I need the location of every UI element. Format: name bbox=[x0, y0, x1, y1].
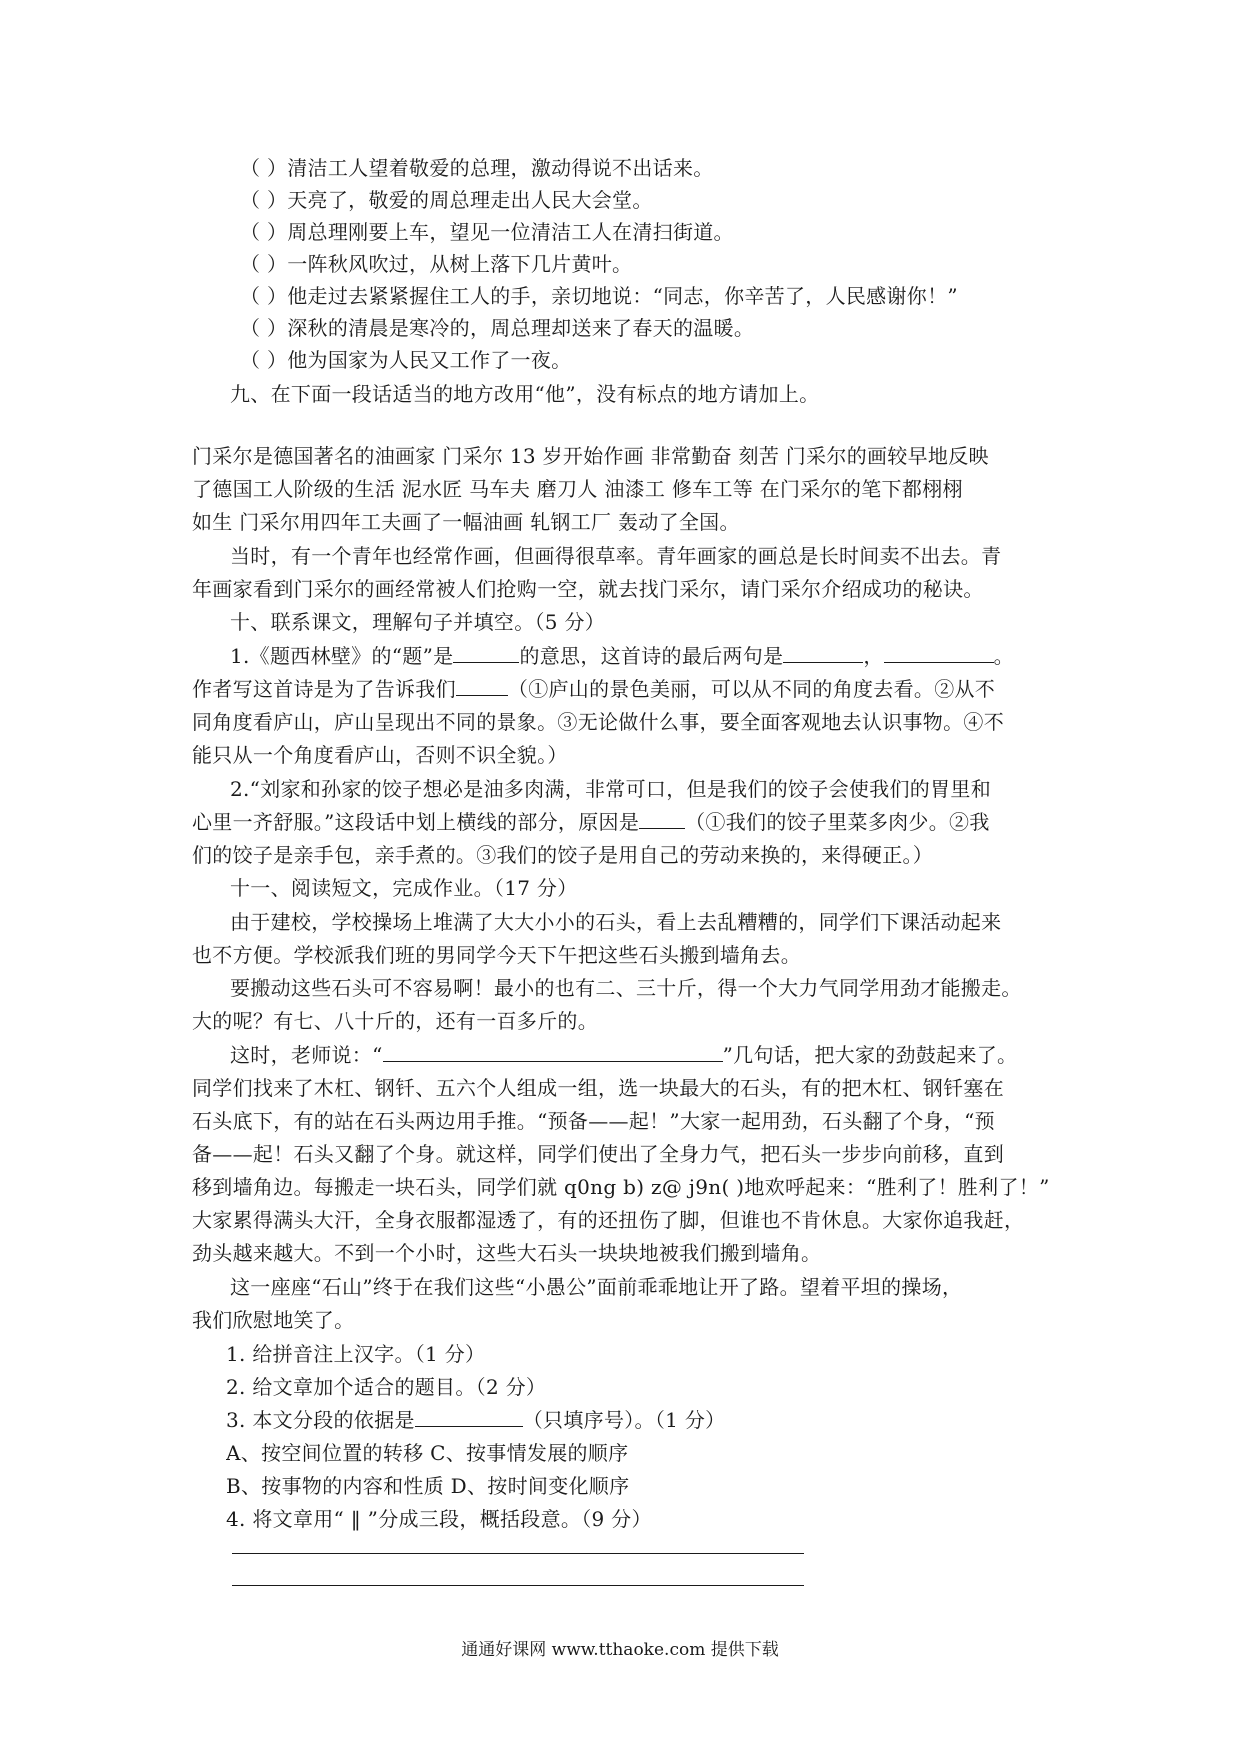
q10-item-1-line: 同角度看庐山，庐山呈现出不同的景象。③无论做什么事，要全面客观地去认识事物。④不 bbox=[192, 710, 1004, 734]
answer-blank[interactable] bbox=[783, 642, 863, 663]
answer-blank[interactable] bbox=[453, 642, 519, 663]
q9-paragraph-line: 如生 门采尔用四年工夫画了一幅油画 轧钢工厂 轰动了全国。 bbox=[192, 510, 740, 534]
reading-line: 要搬动这些石头可不容易啊！最小的也有二、三十斤，得一个大力气同学用劲才能搬走。 bbox=[230, 976, 1022, 1000]
order-item: （ ）他走过去紧紧握住工人的手，亲切地说：“同志，你辛苦了，人民感谢你！” bbox=[240, 284, 958, 308]
reading-line: 也不方便。学校派我们班的男同学今天下午把这些石头搬到墙角去。 bbox=[192, 943, 801, 967]
q9-paragraph-line: 年画家看到门采尔的画经常被人们抢购一空，就去找门采尔，请门采尔介绍成功的秘诀。 bbox=[192, 577, 984, 601]
q10-item-1-line: 能只从一个角度看庐山，否则不识全貌。） bbox=[192, 743, 568, 767]
task-4: 4. 将文章用“ ‖ ”分成三段，概括段意。（9 分） bbox=[226, 1507, 652, 1531]
reading-line: 大的呢？有七、八十斤的，还有一百多斤的。 bbox=[192, 1009, 598, 1033]
answer-line[interactable] bbox=[232, 1553, 804, 1554]
task-3 bbox=[226, 1404, 1067, 1436]
question-10-title: 十、联系课文，理解句子并填空。（5 分） bbox=[230, 610, 606, 634]
reading-line: 石头底下，有的站在石头两边用手推。“预备——起！”大家一起用劲，石头翻了个身，“预 bbox=[192, 1109, 995, 1133]
para3-text-a: 这时，老师说：“ bbox=[230, 1043, 383, 1067]
task-3-option-line: A、按空间位置的转移 C、按事情发展的顺序 bbox=[226, 1441, 629, 1465]
reading-line bbox=[230, 1039, 1067, 1071]
q9-paragraph-line: 门采尔是德国著名的油画家 门采尔 13 岁开始作画 非常勤奋 刻苦 门采尔的画较早地反映 bbox=[192, 444, 989, 468]
answer-line[interactable] bbox=[232, 1585, 804, 1586]
q10-item-2-line: 们的饺子是亲手包，亲手煮的。③我们的饺子是用自己的劳动来换的，来得硬正。） bbox=[192, 843, 934, 867]
order-item: （ ）深秋的清晨是寒冷的，周总理却送来了春天的温暖。 bbox=[240, 316, 755, 340]
q10-1-text-l2b: （①庐山的景色美丽，可以从不同的角度去看。②从不 bbox=[507, 677, 996, 701]
q10-item-1-line bbox=[192, 673, 1067, 705]
order-item: （ ）天亮了，敬爱的周总理走出人民大会堂。 bbox=[240, 188, 653, 212]
para3-text-b: ”几句话，把大家的劲鼓起来了。 bbox=[722, 1043, 1018, 1067]
footer-credit: 通通好课网 www.tthaoke.com 提供下载 bbox=[461, 1640, 779, 1660]
q10-1-text-l2a: 作者写这首诗是为了告诉我们 bbox=[192, 677, 456, 701]
q9-paragraph-line: 了德国工人阶级的生活 泥水匠 马车夫 磨刀人 油漆工 修车工等 在门采尔的笔下都栩栩 bbox=[192, 477, 963, 501]
task-3-text-b: （只填序号）。（1 分） bbox=[522, 1408, 726, 1432]
task-2: 2. 给文章加个适合的题目。（2 分） bbox=[226, 1375, 547, 1399]
order-item: （ ）他为国家为人民又工作了一夜。 bbox=[240, 348, 572, 372]
reading-line: 由于建校，学校操场上堆满了大大小小的石头，看上去乱糟糟的，同学们下课活动起来 bbox=[230, 910, 1002, 934]
reading-line: 同学们找来了木杠、钢钎、五六个人组成一组，选一块最大的石头，有的把木杠、钢钎塞在 bbox=[192, 1076, 1004, 1100]
reading-line: 我们欣慰地笑了。 bbox=[192, 1308, 355, 1332]
question-11-title: 十一、阅读短文，完成作业。（17 分） bbox=[230, 876, 578, 900]
question-9-title: 九、在下面一段话适当的地方改用“他”，没有标点的地方请加上。 bbox=[230, 382, 820, 406]
answer-blank[interactable] bbox=[884, 642, 994, 663]
answer-blank[interactable] bbox=[415, 1406, 523, 1427]
task-3-option-line: B、按事物的内容和性质 D、按时间变化顺序 bbox=[226, 1474, 630, 1498]
order-item: （ ）一阵秋风吹过，从树上落下几片黄叶。 bbox=[240, 252, 633, 276]
answer-blank[interactable] bbox=[456, 675, 508, 696]
order-item: （ ）周总理刚要上车，望见一位清洁工人在清扫街道。 bbox=[240, 220, 734, 244]
q10-item-2-line bbox=[192, 806, 1067, 838]
q10-1-text-b: 的意思，这首诗的最后两句是 bbox=[519, 644, 784, 668]
answer-blank[interactable] bbox=[639, 808, 685, 829]
q10-2-text-l2b: （①我们的饺子里菜多肉少。②我 bbox=[685, 810, 990, 834]
task-3-text-a: 3. 本文分段的依据是 bbox=[226, 1408, 415, 1432]
q10-1-text-a: 1.《题西林壁》的“题”是 bbox=[230, 644, 454, 668]
q10-1-text-d: 。 bbox=[993, 644, 1014, 668]
order-item: （ ）清洁工人望着敬爱的总理，激动得说不出话来。 bbox=[240, 156, 714, 180]
q9-paragraph-line: 当时，有一个青年也经常作画，但画得很草率。青年画家的画总是长时间卖不出去。青 bbox=[230, 544, 1002, 568]
reading-line: 移到墙角边。每搬走一块石头，同学们就 q0ng b) z@ j9n( )地欢呼起来：“胜利了！胜利了！” bbox=[192, 1175, 1050, 1199]
reading-line: 劲头越来越大。不到一个小时，这些大石头一块块地被我们搬到墙角。 bbox=[192, 1241, 822, 1265]
reading-line: 备——起！石头又翻了个身。就这样，同学们使出了全身力气，把石头一步步向前移，直到 bbox=[192, 1142, 1004, 1166]
reading-line: 大家累得满头大汗，全身衣服都湿透了，有的还扭伤了脚，但谁也不肯休息。大家你追我赶， bbox=[192, 1208, 1025, 1232]
q10-2-text-l2a: 心里一齐舒服。”这段话中划上横线的部分，原因是 bbox=[192, 810, 640, 834]
q10-item-1-line bbox=[230, 640, 1067, 672]
task-1: 1. 给拼音注上汉字。（1 分） bbox=[226, 1342, 486, 1366]
q10-item-2-line: 2.“刘家和孙家的饺子想必是油多肉满，非常可口，但是我们的饺子会使我们的胃里和 bbox=[230, 777, 992, 801]
answer-blank[interactable] bbox=[383, 1041, 723, 1062]
reading-line: 这一座座“石山”终于在我们这些“小愚公”面前乖乖地让开了路。望着平坦的操场， bbox=[230, 1275, 963, 1299]
q10-1-text-c: ， bbox=[863, 644, 884, 668]
